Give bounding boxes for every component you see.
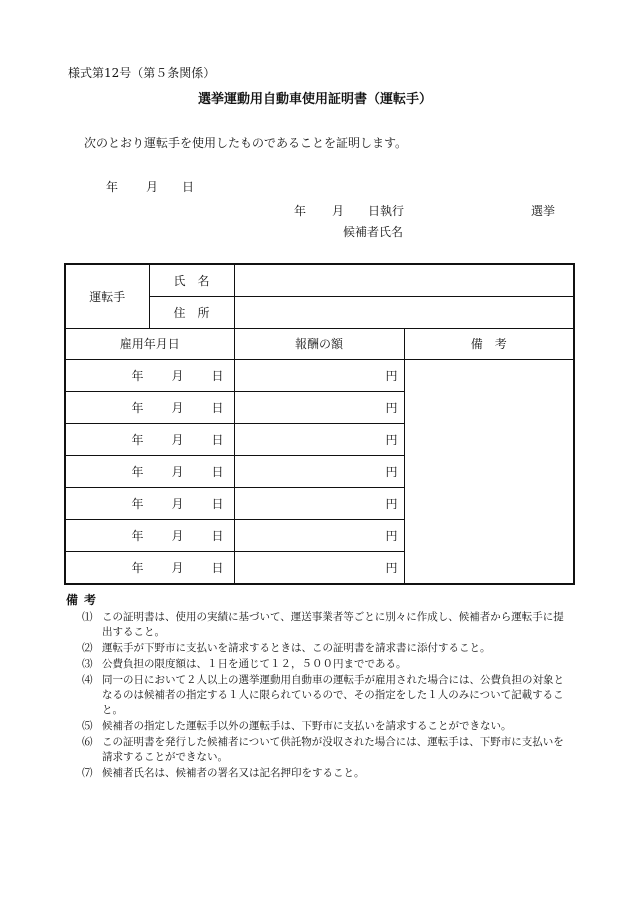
remuneration-cell[interactable]: 円 [234, 391, 404, 423]
election-name-label: 選挙 [531, 204, 556, 218]
notes-heading: 備考 [66, 593, 103, 607]
employment-date-cell[interactable]: 年 月 日 [65, 423, 234, 455]
notes-list [82, 610, 572, 782]
certification-statement: 次のとおり運転手を使用したものであることを証明します。 [84, 136, 408, 150]
remuneration-cell[interactable]: 円 [234, 359, 404, 391]
remuneration-cell[interactable]: 円 [234, 423, 404, 455]
driver-certificate-table [64, 263, 575, 585]
election-month: 月 [332, 204, 345, 218]
form-number: 様式第12号（第５条関係） [68, 66, 216, 80]
driver-address-label: 住 所 [149, 296, 234, 328]
list-item: ⑸ 候補者の指定した運転手以外の運転手は、下野市に支払いを請求することができない。 [82, 720, 512, 732]
employment-date-cell[interactable]: 年 月 日 [65, 488, 234, 520]
election-year: 年 [294, 204, 307, 218]
remuneration-cell[interactable]: 円 [234, 520, 404, 552]
list-item: ⑹ この証明書を発行した候補者について供託物が没収された場合には、運転手は、下野市に支払いを請求することができない。 [82, 736, 564, 763]
employment-date-cell[interactable]: 年 月 日 [65, 391, 234, 423]
document-title: 選挙運動用自動車使用証明書（運転手） [197, 92, 432, 107]
driver-name-field[interactable] [234, 264, 574, 296]
remuneration-cell[interactable]: 円 [234, 456, 404, 488]
issue-date-day: 日 [182, 180, 195, 194]
table-row [65, 359, 574, 391]
remarks-cell[interactable] [404, 359, 574, 584]
driver-label: 運転手 [65, 264, 149, 328]
remuneration-header: 報酬の額 [234, 328, 404, 359]
list-item: ⑷ 同一の日において２人以上の選挙運動用自動車の運転手が雇用された場合には、公費負担の対象となるのは候補者の指定する１人に限られているので、その指定をした１人のみについて記載すること。 [82, 674, 564, 716]
issue-date-year: 年 [106, 180, 119, 194]
remarks-header: 備 考 [404, 328, 574, 359]
employment-date-cell[interactable]: 年 月 日 [65, 520, 234, 552]
employment-date-cell[interactable]: 年 月 日 [65, 552, 234, 584]
list-item: ⑶ 公費負担の限度額は、１日を通じて１２，５００円までである。 [82, 658, 407, 670]
employment-date-cell[interactable]: 年 月 日 [65, 456, 234, 488]
list-item: ⑴ この証明書は、使用の実績に基づいて、運送事業者等ごとに別々に作成し、候補者から運転手に提出すること。 [82, 611, 564, 638]
list-item: ⑵ 運転手が下野市に支払いを請求するときは、この証明書を請求書に添付すること。 [82, 642, 491, 654]
employment-date-header: 雇用年月日 [65, 328, 234, 359]
remuneration-cell[interactable]: 円 [234, 488, 404, 520]
remuneration-cell[interactable]: 円 [234, 552, 404, 584]
candidate-name-label: 候補者氏名 [343, 225, 404, 239]
employment-date-cell[interactable]: 年 月 日 [65, 359, 234, 391]
driver-name-label: 氏 名 [149, 264, 234, 296]
driver-address-field[interactable] [234, 296, 574, 328]
list-item: ⑺ 候補者氏名は、候補者の署名又は記名押印をすること。 [82, 767, 365, 779]
election-day-execution: 日執行 [368, 204, 405, 218]
issue-date-month: 月 [146, 180, 159, 194]
